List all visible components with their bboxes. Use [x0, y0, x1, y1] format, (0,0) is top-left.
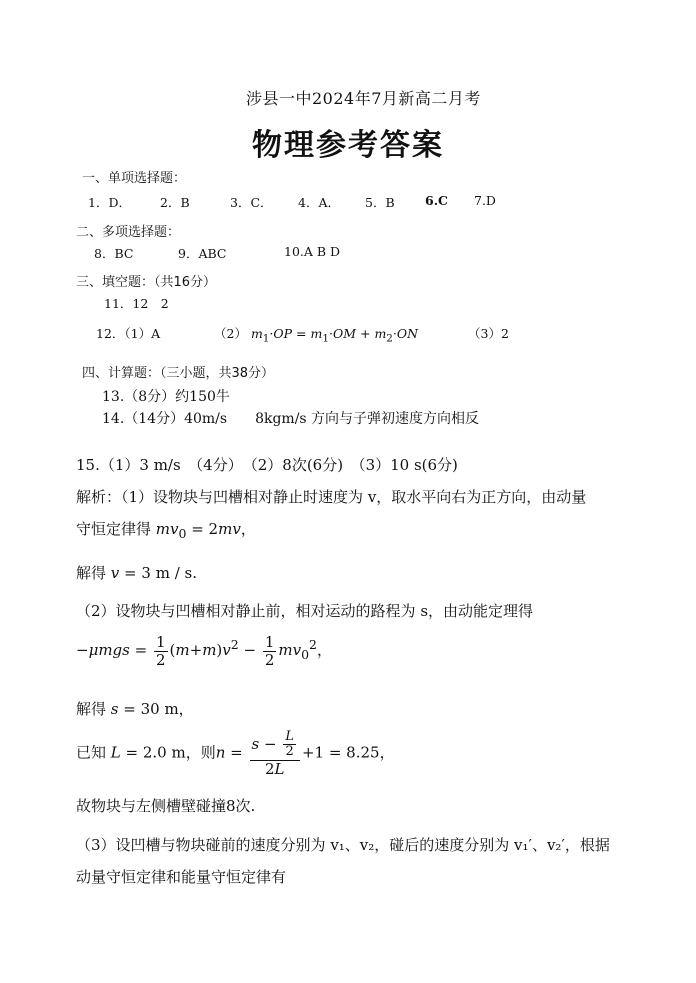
- answer-4: 4．A．: [298, 195, 340, 210]
- section-multiple-choice-heading: 二、多项选择题：: [76, 225, 181, 240]
- answer-11: 11．12 2: [104, 296, 169, 311]
- answer-8: 8．BC: [94, 246, 134, 261]
- answer-3: 3．C．: [230, 195, 273, 210]
- solve-v-line: 解得 v = 3 m / s.: [76, 564, 197, 582]
- page-title: 物理参考答案: [252, 128, 444, 163]
- analysis-line-2: 守恒定律得 $mv_0 = 2mv$，: [76, 520, 256, 541]
- answer-12-part2: （2） $m_1\cdot OP = m_1\cdot OM + m_2\cdot ON$: [214, 326, 419, 345]
- answer-14: 14.（14分）40m/s 8kgm/s 方向与子弹初速度方向相反: [102, 411, 480, 427]
- section-fill-blank-heading: 三、填空题：（共16分）: [76, 275, 217, 290]
- answer-9: 9．ABC: [178, 246, 227, 261]
- collision-count-equation: 已知 L = 2.0 m，则n = s − $\frac{L}{2}$ 2L +1 = 8.25，: [76, 729, 395, 778]
- answer-6: 6.C: [425, 193, 448, 208]
- answer-12-part2-label: （2）: [214, 326, 247, 341]
- answer-1: 1．D．: [88, 195, 131, 210]
- section-calculation-heading: 四、计算题：（三小题，共38分）: [82, 366, 275, 381]
- solve-s-line: 解得 s = 30 m，: [76, 700, 194, 718]
- answer-7: 7.D: [474, 193, 496, 208]
- answer-12-part1: 12．（1）A: [96, 326, 161, 341]
- part3-line-2: 动量守恒定律和能量守恒定律有: [76, 868, 287, 886]
- section-single-choice-heading: 一、单项选择题：: [82, 171, 187, 186]
- answer-13: 13.（8分）约150牛: [102, 389, 230, 405]
- school-title: 涉县一中2024年7月新高二月考: [246, 89, 481, 108]
- answer-15: 15.（1）3 m/s （4分） （2）8次(6分) （3）10 s(6分): [76, 456, 458, 474]
- part2-intro: （2）设物块与凹槽相对静止前，相对运动的路程为 s，由动能定理得: [76, 602, 534, 620]
- answer-12-part3: （3）2: [468, 326, 509, 341]
- analysis-line-1: 解析：（1）设物块与凹槽相对静止时速度为 v，取水平向右为正方向，由动量: [76, 488, 587, 506]
- part3-line-1: （3）设凹槽与物块碰前的速度分别为 v₁、v₂，碰后的速度分别为 v₁′、v₂′，根据: [76, 836, 610, 854]
- conclusion-line: 故物块与左侧槽壁碰撞8次.: [76, 797, 256, 815]
- answer-10: 10.A B D: [284, 244, 341, 259]
- answer-2: 2．B: [160, 195, 190, 210]
- answer-5: 5．B: [365, 195, 395, 210]
- energy-equation: −μmgs = $\frac{1}{2}$ $(m+m)v^2$ − $\frac{1}{2}$ $mv_0^2$，: [76, 633, 332, 669]
